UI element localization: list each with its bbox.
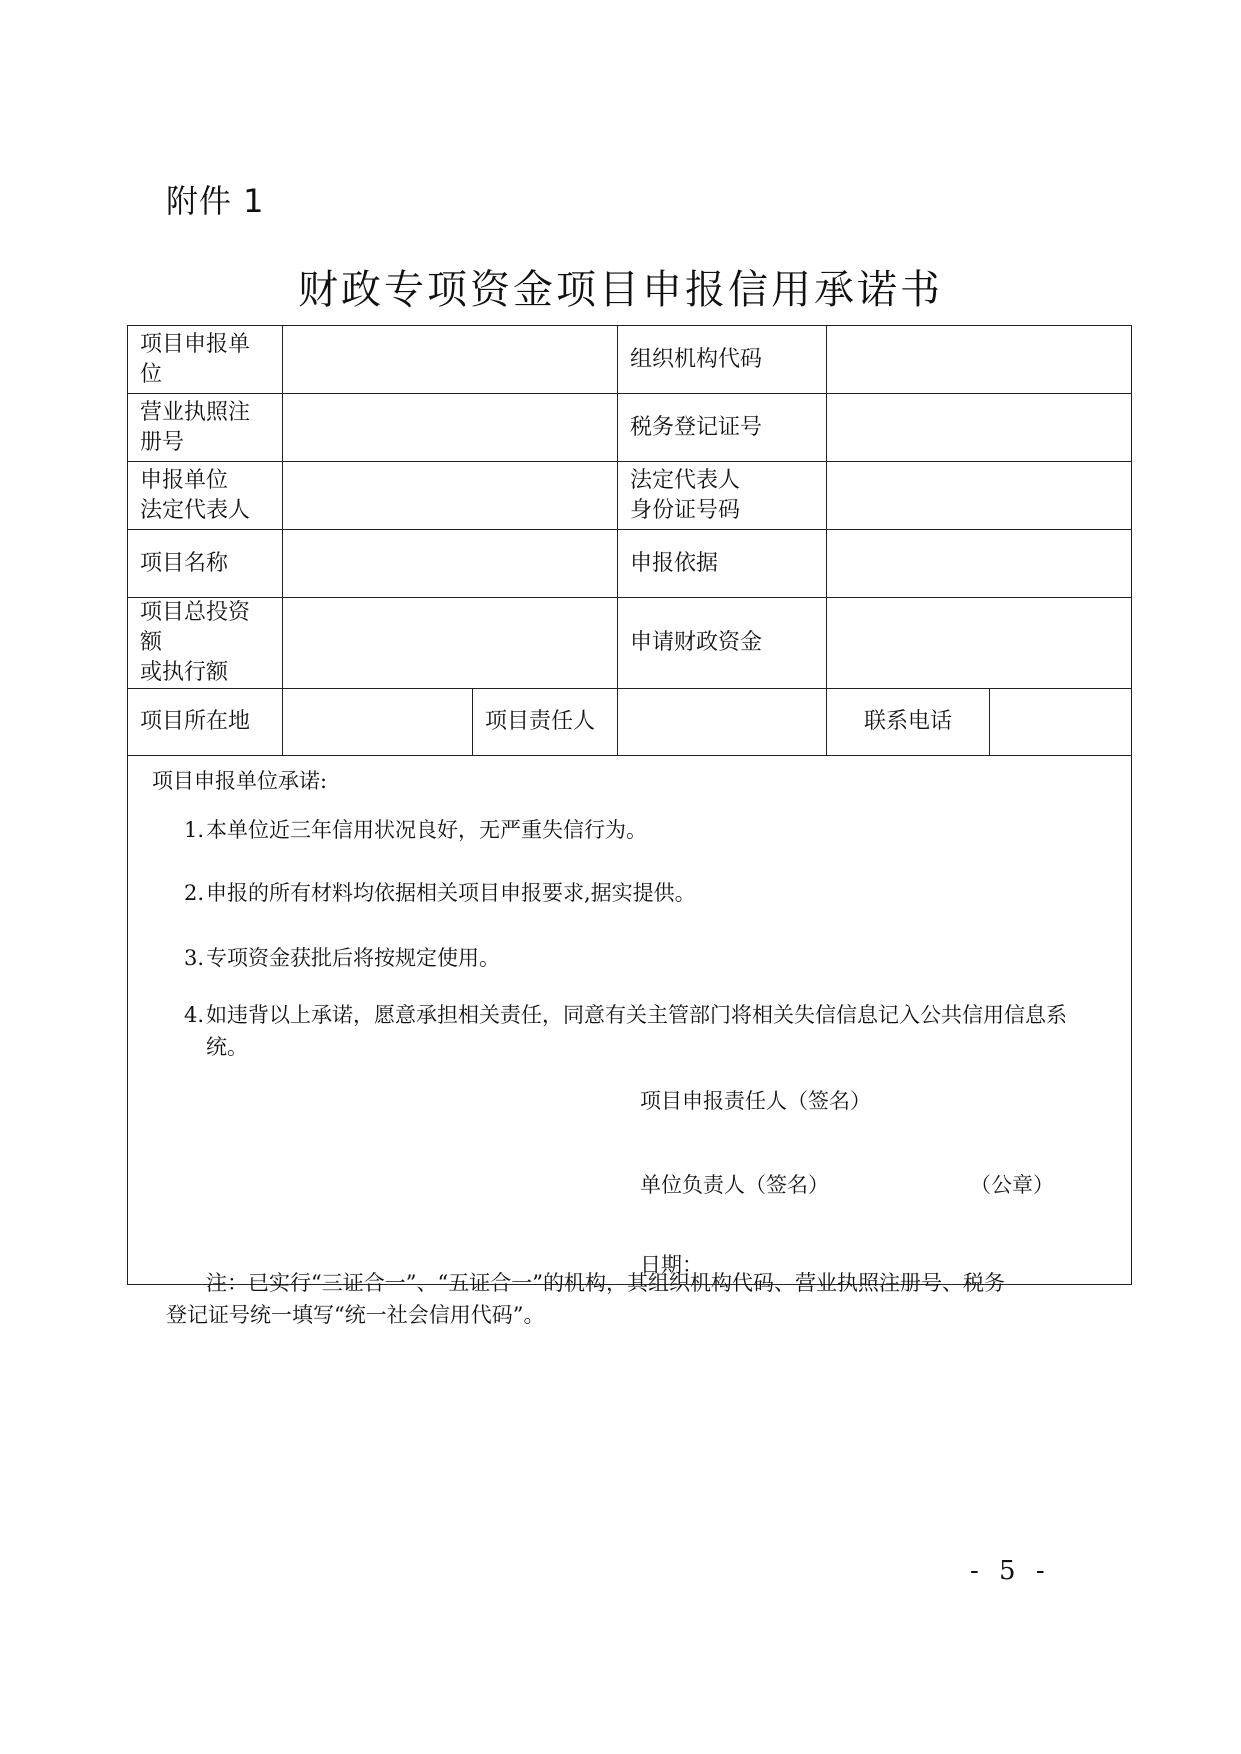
- field-project-manager[interactable]: [618, 689, 827, 756]
- pledge-item-text: 申报的所有材料均依据相关项目申报要求,据实提供。: [206, 881, 696, 905]
- table-row: [128, 530, 1132, 598]
- table-row: [128, 598, 1132, 689]
- pledge-heading: 项目申报单位承诺:: [152, 769, 328, 793]
- label-line: 申报单位: [140, 467, 229, 493]
- field-total-investment[interactable]: [283, 598, 618, 689]
- label-project-name: 项目名称: [128, 530, 283, 598]
- label-tax-registration: 税务登记证号: [618, 394, 827, 462]
- attachment-label: 附件 1: [166, 182, 265, 220]
- field-application-basis[interactable]: [827, 530, 1132, 598]
- pledge-item-number: 1.: [184, 818, 205, 842]
- label-project-location: 项目所在地: [128, 689, 283, 756]
- field-legal-rep-id[interactable]: [827, 462, 1132, 530]
- label-line: 法定代表人: [630, 467, 741, 493]
- field-contact-phone[interactable]: [990, 689, 1132, 756]
- label-application-basis: 申报依据: [618, 530, 827, 598]
- pledge-item: [184, 877, 1109, 909]
- label-legal-representative: [128, 462, 283, 530]
- pledge-section: [128, 756, 1132, 1285]
- signature-unit-head: 单位负责人（签名）: [640, 1173, 829, 1197]
- label-line: 项目总投资额: [140, 600, 251, 655]
- label-line: 法定代表人: [140, 497, 251, 523]
- pledge-item: [184, 999, 1109, 1063]
- field-applicant-unit[interactable]: [283, 326, 618, 394]
- official-seal-label: （公章）: [970, 1173, 1054, 1197]
- label-org-code: 组织机构代码: [618, 326, 827, 394]
- field-legal-representative[interactable]: [283, 462, 618, 530]
- table-row: [128, 756, 1132, 1285]
- field-project-name[interactable]: [283, 530, 618, 598]
- table-row: [128, 394, 1132, 462]
- field-project-location[interactable]: [283, 689, 473, 756]
- label-business-license: 营业执照注册号: [128, 394, 283, 462]
- footnote-line: 注：已实行“三证合一”、“五证合一”的机构，其组织机构代码、营业执照注册号、税务: [206, 1271, 1005, 1295]
- pledge-item-number: 2.: [184, 881, 205, 905]
- table-row: [128, 462, 1132, 530]
- label-requested-funds: 申请财政资金: [618, 598, 827, 689]
- label-applicant-unit: 项目申报单位: [128, 326, 283, 394]
- label-contact-phone: 联系电话: [827, 689, 990, 756]
- field-tax-registration[interactable]: [827, 394, 1132, 462]
- signature-responsible-person: 项目申报责任人（签名）: [640, 1089, 871, 1113]
- pledge-item: [184, 942, 1109, 974]
- label-total-investment: [128, 598, 283, 689]
- footnote-line: 登记证号统一填写“统一社会信用代码”。: [166, 1303, 545, 1327]
- pledge-item-text-continued: 统。: [206, 1035, 248, 1059]
- date-label: 日期：: [640, 1253, 703, 1277]
- footnote: [166, 1267, 1086, 1331]
- pledge-item-text: 如违背以上承诺，愿意承担相关责任，同意有关主管部门将相关失信信息记入公共信用信息系: [206, 1003, 1067, 1027]
- pledge-item-text: 本单位近三年信用状况良好，无严重失信行为。: [206, 818, 647, 842]
- document-title: 财政专项资金项目申报信用承诺书: [298, 267, 943, 313]
- label-project-manager: 项目责任人: [473, 689, 618, 756]
- pledge-item: [184, 814, 1109, 846]
- table-row: [128, 326, 1132, 394]
- label-legal-rep-id: [618, 462, 827, 530]
- pledge-form-table: [127, 325, 1132, 1285]
- field-business-license[interactable]: [283, 394, 618, 462]
- pledge-item-number: 3.: [184, 946, 205, 970]
- pledge-item-number: 4.: [184, 1003, 205, 1027]
- field-requested-funds[interactable]: [827, 598, 1132, 689]
- label-line: 或执行额: [140, 660, 229, 685]
- label-line: 身份证号码: [630, 497, 741, 523]
- table-row: [128, 689, 1132, 756]
- field-org-code[interactable]: [827, 326, 1132, 394]
- page-number: - 5 -: [970, 1556, 1051, 1586]
- pledge-item-text: 专项资金获批后将按规定使用。: [206, 946, 500, 970]
